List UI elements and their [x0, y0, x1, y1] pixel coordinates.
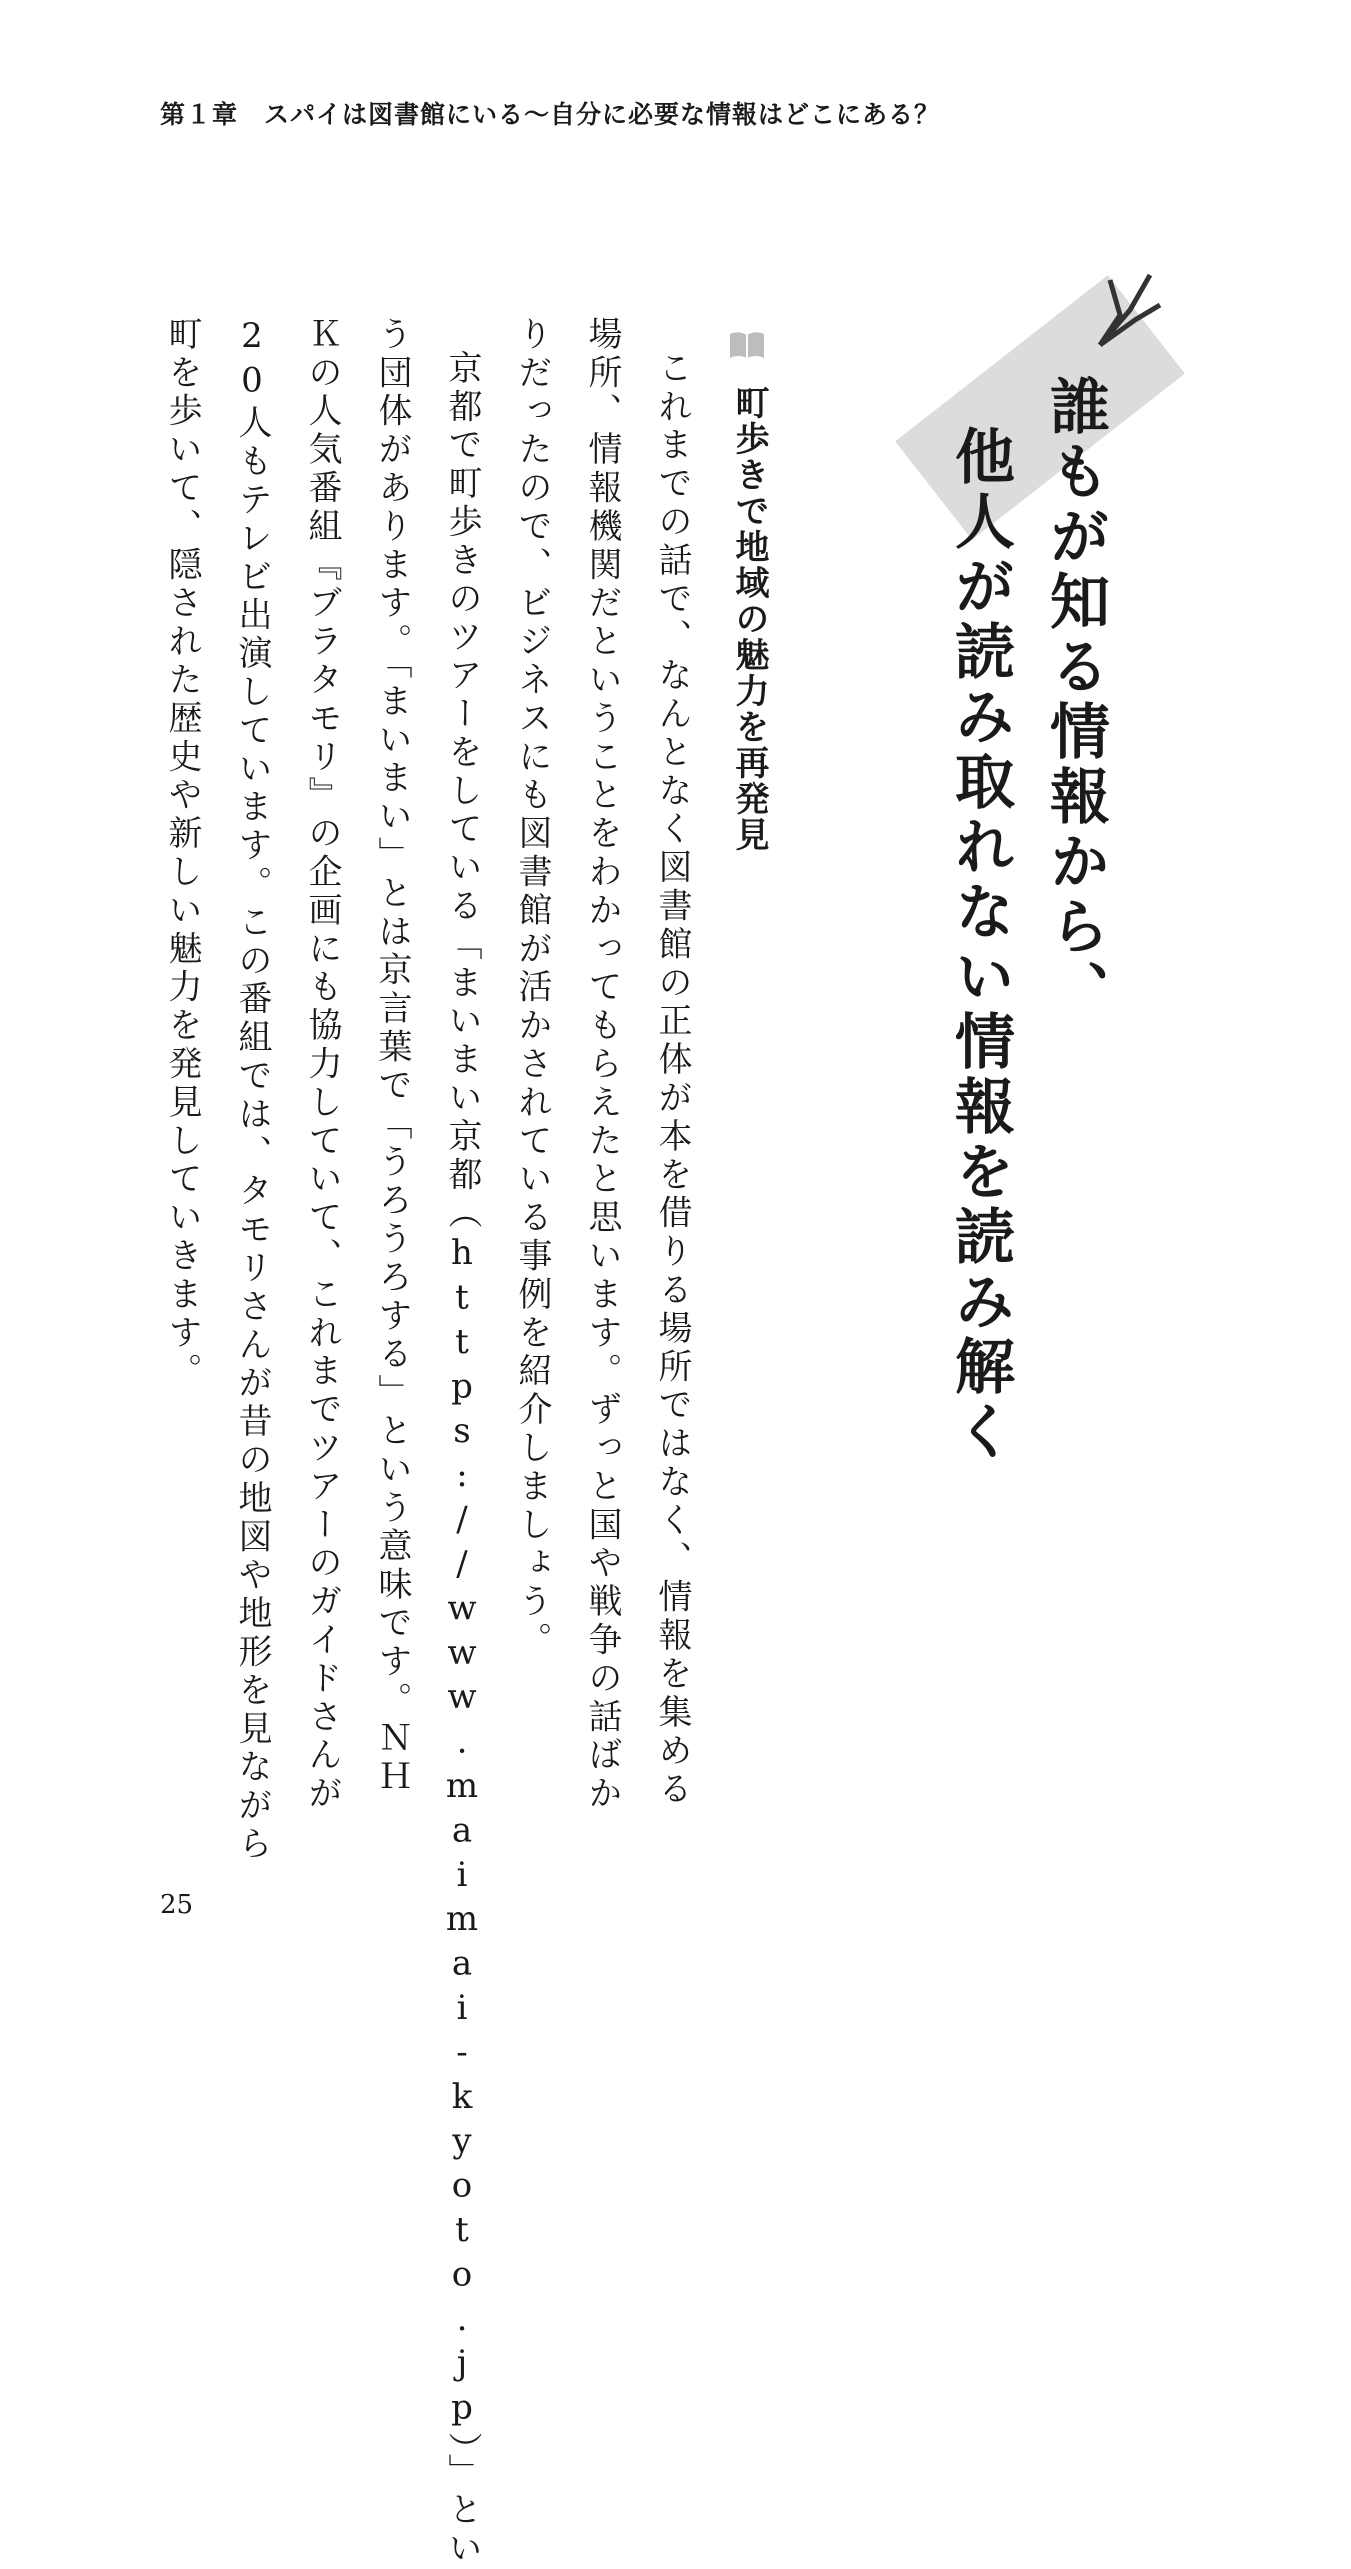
body-line: りだったので、ビジネスにも図書館が活かされている事例を紹介しましょう。	[512, 316, 552, 1660]
tag-string-icon	[1080, 270, 1170, 350]
section-title-line-2: 他人が読み取れない情報を読み解く	[945, 425, 1015, 1465]
subheading: 町歩きで地域の魅力を再発見	[729, 385, 769, 853]
body-line: これまでの話で、なんとなく図書館の正体が本を借りる場所ではなく、情報を集める	[652, 350, 692, 1810]
body-line: 場所、情報機関だということをわかってもらえたと思います。ずっと国や戦争の話ばか	[582, 316, 622, 1814]
body-line: 町を歩いて、隠された歴史や新しい魅力を発見していきます。	[162, 316, 202, 1392]
running-header: 第１章 スパイは図書館にいる〜自分に必要な情報はどこにある？	[160, 100, 941, 129]
book-icon	[728, 330, 766, 360]
page-number: 25	[160, 1890, 194, 1920]
body-line: 京都で町歩きのツアーをしている「まいまい京都（https://www.maimai-kyoto.jp）」とい	[442, 350, 482, 2569]
section-title-line-1: 誰もが知る情報から、	[1040, 375, 1110, 1025]
body-line: う団体があります。「まいまい」とは京言葉で「うろうろする」という意味です。ＮＨ	[372, 316, 412, 1797]
body-line: 20人もテレビ出演しています。この番組では、タモリさんが昔の地図や地形を見ながら	[232, 316, 272, 1864]
body-line: Ｋの人気番組『ブラタモリ』の企画にも協力していて、これまでツアーのガイドさんが	[302, 316, 342, 1814]
